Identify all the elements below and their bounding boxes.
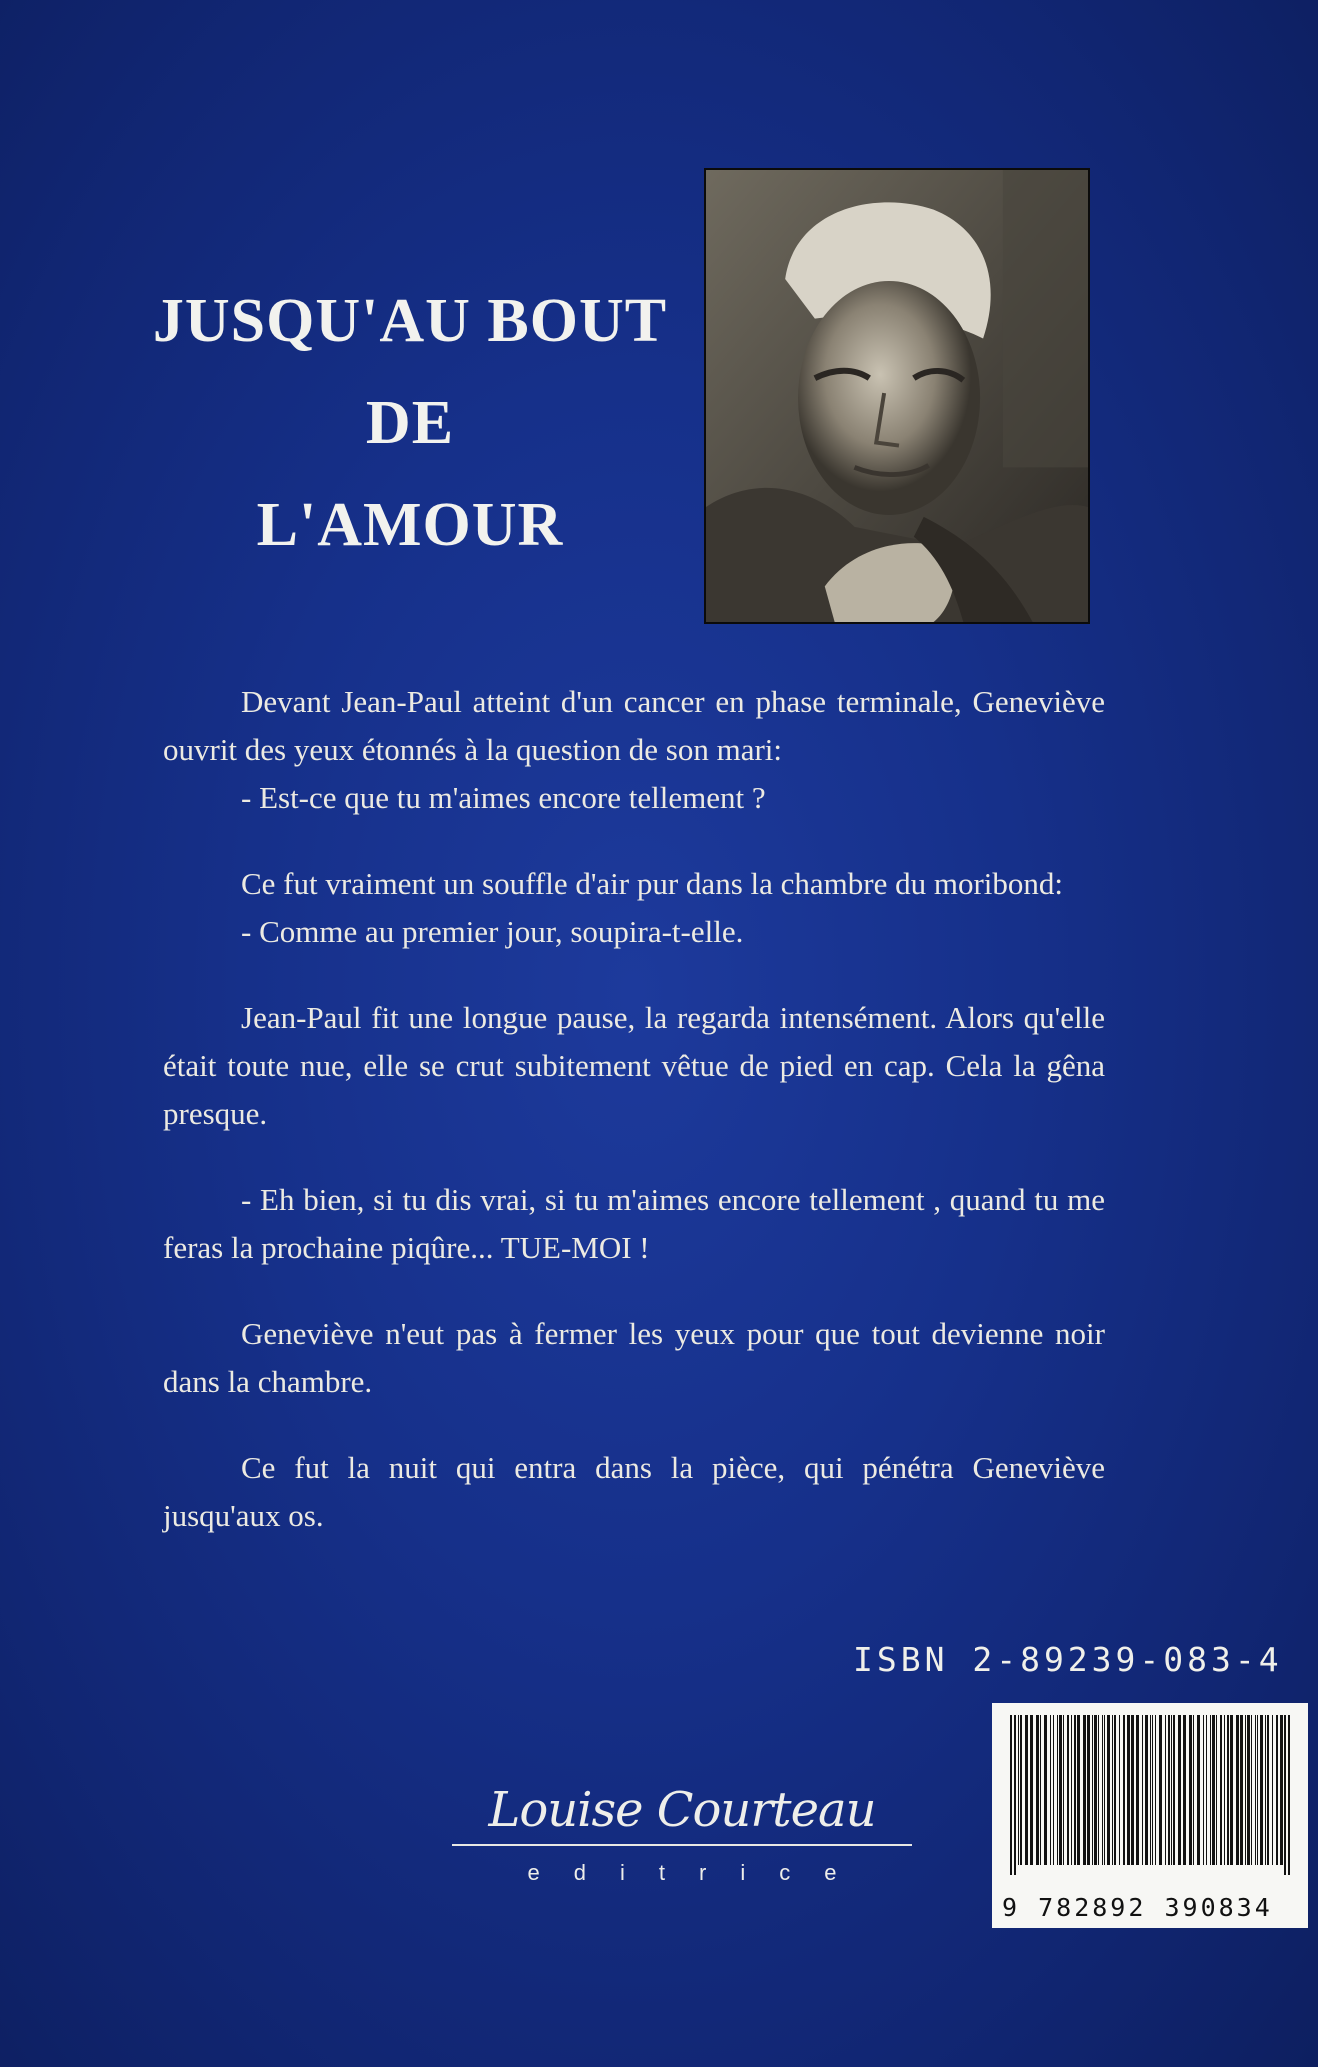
barcode-bar bbox=[1053, 1715, 1054, 1865]
barcode-bar bbox=[1251, 1715, 1252, 1865]
barcode-bar bbox=[1224, 1715, 1225, 1865]
barcode-bar bbox=[1136, 1715, 1139, 1865]
barcode-bar bbox=[1063, 1715, 1064, 1865]
blurb-paragraph-5 bbox=[163, 1310, 1105, 1406]
portrait-photo-icon bbox=[706, 170, 1088, 622]
barcode-bar bbox=[1216, 1715, 1217, 1865]
paragraph-text: Geneviève n'eut pas à fermer les yeux pour que tout devienne noir dans la chambre. bbox=[163, 1316, 1105, 1399]
barcode-bar bbox=[1178, 1715, 1181, 1865]
barcode-bar bbox=[1265, 1715, 1266, 1865]
barcode-bar bbox=[1059, 1715, 1062, 1865]
barcode-bar bbox=[1036, 1715, 1039, 1865]
barcode-bar bbox=[1150, 1715, 1151, 1865]
barcode-bar bbox=[1102, 1715, 1103, 1865]
barcode-bar bbox=[1142, 1715, 1143, 1865]
barcode-bar bbox=[1220, 1715, 1222, 1865]
barcode-bar bbox=[1155, 1715, 1156, 1865]
barcode-bar bbox=[1145, 1715, 1148, 1865]
isbn-text: ISBN 2-89239-083-4 bbox=[853, 1640, 1283, 1679]
paragraph-text: - Eh bien, si tu dis vrai, si tu m'aimes encore tellement , quand tu me feras la prochaine piqûre... TUE-MOI ! bbox=[163, 1182, 1105, 1265]
dialogue-line: - Est-ce que tu m'aimes encore tellement ? bbox=[241, 780, 766, 815]
barcode-bar bbox=[1276, 1715, 1278, 1865]
barcode-bar bbox=[1119, 1715, 1120, 1865]
barcode-bar bbox=[1050, 1715, 1051, 1865]
title-line-3: L'AMOUR bbox=[256, 491, 564, 559]
barcode-bar bbox=[1284, 1715, 1286, 1875]
blurb-paragraph-3 bbox=[163, 994, 1105, 1138]
barcode-bar bbox=[1107, 1715, 1110, 1865]
barcode-bar bbox=[1168, 1715, 1170, 1865]
barcode-bar bbox=[1127, 1715, 1130, 1865]
barcode-bar bbox=[1227, 1715, 1229, 1865]
barcode-bar bbox=[1206, 1715, 1207, 1865]
barcode-bar bbox=[1212, 1715, 1215, 1865]
barcode-bar bbox=[1260, 1715, 1263, 1865]
author-portrait-photo bbox=[704, 168, 1090, 624]
barcode-bar bbox=[1067, 1715, 1069, 1865]
title-line-2: DE bbox=[365, 389, 455, 457]
blurb-paragraph-4 bbox=[163, 1176, 1105, 1272]
barcode-bar bbox=[1057, 1715, 1058, 1865]
barcode-bar bbox=[1112, 1715, 1113, 1865]
publisher-logo bbox=[452, 1780, 912, 1886]
barcode-bar bbox=[1071, 1715, 1072, 1865]
barcode-bar bbox=[1236, 1715, 1239, 1865]
barcode-bar bbox=[1087, 1715, 1090, 1865]
barcode-bar bbox=[1123, 1715, 1125, 1865]
barcode-bar bbox=[1257, 1715, 1258, 1865]
barcode-bar bbox=[1189, 1715, 1192, 1865]
barcode-bar bbox=[1092, 1715, 1093, 1865]
paragraph-text: Devant Jean-Paul atteint d'un cancer en phase terminale, Geneviève ouvrit des yeux étonnés à la question de son mari: bbox=[163, 684, 1105, 767]
barcode-bar bbox=[1210, 1715, 1211, 1865]
barcode-bar bbox=[1255, 1715, 1256, 1865]
barcode-bar bbox=[1272, 1715, 1273, 1865]
barcode-bar bbox=[1020, 1715, 1022, 1865]
paragraph-text: Ce fut vraiment un souffle d'air pur dans la chambre du moribond: bbox=[241, 866, 1063, 901]
barcode-bar bbox=[1018, 1715, 1019, 1865]
barcode-bar bbox=[1203, 1715, 1204, 1865]
publisher-subtitle: editrice bbox=[527, 1860, 871, 1885]
barcode-number: 9 782892 390834 bbox=[1002, 1893, 1273, 1922]
barcode-bar bbox=[1240, 1715, 1243, 1865]
barcode-bar bbox=[1104, 1715, 1105, 1865]
dialogue-line: - Comme au premier jour, soupira-t-elle. bbox=[241, 914, 744, 949]
barcode-bar bbox=[1247, 1715, 1250, 1865]
barcode-bar bbox=[1014, 1715, 1016, 1875]
barcode-bar bbox=[1010, 1715, 1012, 1875]
barcode-bar bbox=[1077, 1715, 1080, 1865]
barcode-bar bbox=[1267, 1715, 1269, 1865]
barcode-bar bbox=[1288, 1715, 1290, 1875]
barcode-bar bbox=[1114, 1715, 1116, 1865]
barcode-bar bbox=[1197, 1715, 1200, 1865]
publisher-name: Louise Courteau bbox=[488, 1782, 876, 1838]
barcode-bar bbox=[1094, 1715, 1097, 1865]
barcode-bar bbox=[1152, 1715, 1153, 1865]
blurb-paragraph-1 bbox=[163, 678, 1105, 822]
barcode-bar bbox=[1173, 1715, 1175, 1865]
barcode-bar bbox=[1044, 1715, 1047, 1865]
publisher-divider bbox=[452, 1844, 912, 1846]
barcode-bar bbox=[1183, 1715, 1186, 1865]
barcode-bar bbox=[1131, 1715, 1134, 1865]
barcode-bar bbox=[1193, 1715, 1194, 1865]
paragraph-text: Jean-Paul fit une longue pause, la regarda intensément. Alors qu'elle était toute nue, elle se crut subitement vêtue de pied en cap. Cela la gêna presque. bbox=[163, 1000, 1105, 1131]
barcode-icon bbox=[1006, 1715, 1294, 1875]
title-line-1: JUSQU'AU BOUT bbox=[152, 287, 668, 355]
barcode-bar bbox=[1165, 1715, 1166, 1865]
barcode-bar bbox=[1098, 1715, 1099, 1865]
barcode-bar bbox=[1025, 1715, 1028, 1865]
book-title bbox=[150, 270, 670, 576]
blurb-text bbox=[163, 678, 1105, 1578]
barcode-bar bbox=[1280, 1715, 1283, 1865]
barcode-bar bbox=[1074, 1715, 1076, 1865]
barcode-bar bbox=[1245, 1715, 1246, 1865]
barcode bbox=[992, 1703, 1308, 1928]
barcode-bar bbox=[1171, 1715, 1172, 1865]
barcode-bar bbox=[1030, 1715, 1033, 1865]
barcode-bar bbox=[1083, 1715, 1086, 1865]
blurb-paragraph-6 bbox=[163, 1444, 1105, 1540]
barcode-bar bbox=[1230, 1715, 1233, 1865]
barcode-bar bbox=[1159, 1715, 1162, 1865]
barcode-bar bbox=[1040, 1715, 1041, 1865]
paragraph-text: Ce fut la nuit qui entra dans la pièce, qui pénétra Geneviève jusqu'aux os. bbox=[163, 1450, 1105, 1533]
blurb-paragraph-2 bbox=[163, 860, 1105, 956]
